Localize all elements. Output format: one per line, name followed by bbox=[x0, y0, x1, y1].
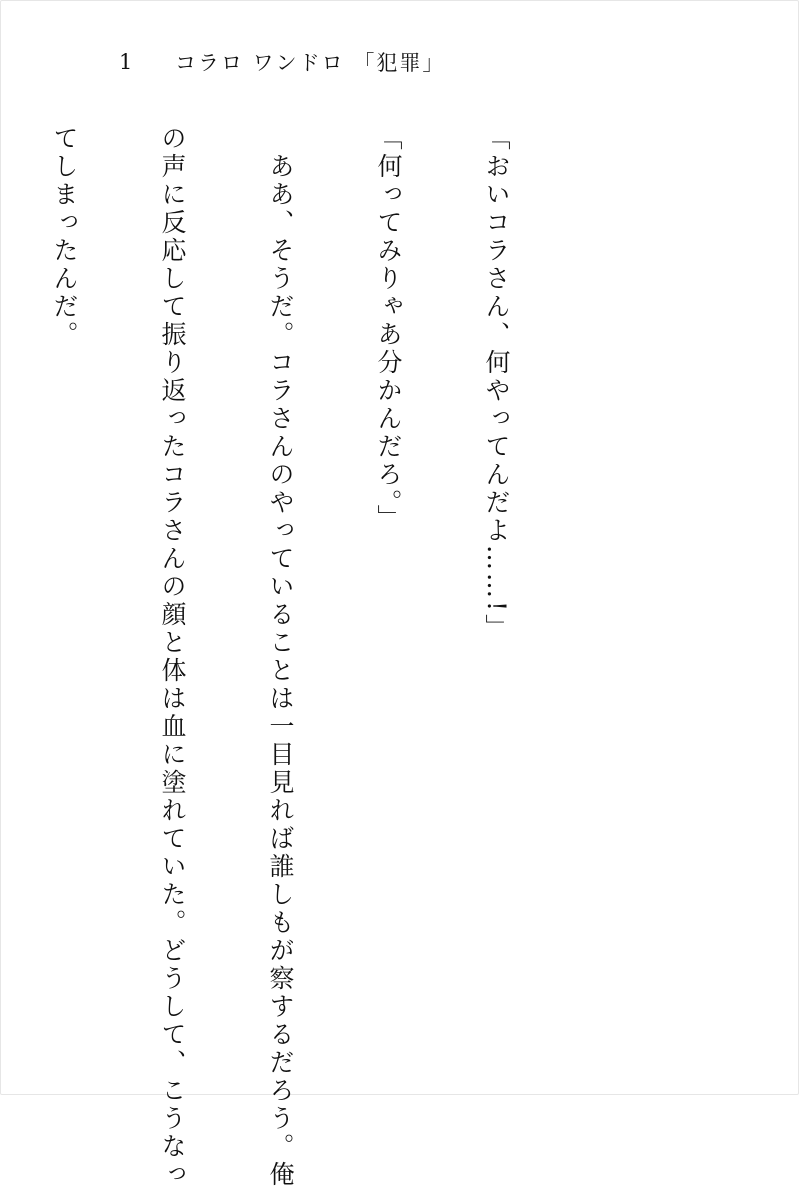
text-line: の声に反応して振り返ったコラさんの顔と体は血に塗れていた。どうして、こうなっ bbox=[158, 125, 187, 1189]
running-header bbox=[119, 47, 445, 77]
text-line: 「おいコラさん、何やってんだよ……!」 bbox=[482, 125, 511, 643]
text-line: てしまったんだ。 bbox=[50, 125, 79, 349]
vertical-body-text bbox=[0, 125, 586, 1189]
chapter-title: コラロ ワンドロ 「犯罪」 bbox=[175, 51, 446, 75]
text-line: 「何ってみりゃあ分かんだろ。」 bbox=[374, 125, 403, 533]
page-number: 1 bbox=[119, 50, 134, 74]
text-line: ああ、そうだ。コラさんのやっていることは一目見れば誰しもが察するだろう。俺 bbox=[266, 125, 295, 1189]
